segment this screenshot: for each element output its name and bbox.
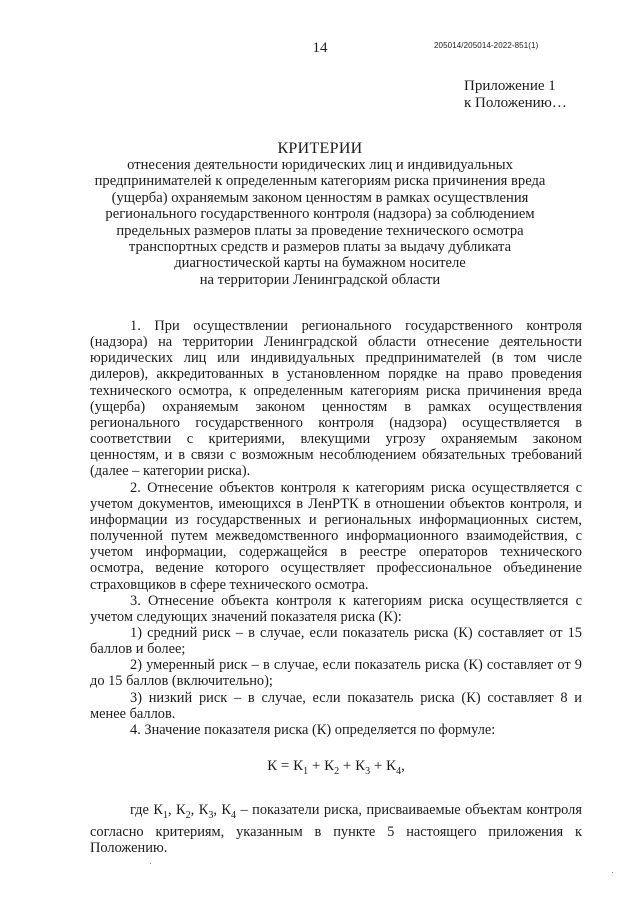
paragraph-3-item-1: 1) средний риск – в случае, если показатель риска (К) составляет от 15 баллов и более; bbox=[90, 624, 582, 658]
subheading-line: отнесения деятельности юридических лиц и индивидуальных bbox=[127, 157, 513, 173]
formula-sub: 2 bbox=[334, 766, 340, 778]
subheading-line: (ущерба) охраняемым законом ценностям в рамках осуществления bbox=[111, 189, 529, 206]
page-number: 14 bbox=[312, 40, 328, 56]
paragraph-1: 1. При осуществлении регионального государственного контроля (надзора) на территории Ленинградской области отнесение деятельности юридических лиц или индивидуальных предпринимателей (в том числе дилеров), аккредитованных в установленном порядке на право проведения технического осмотра, к определенным категориям риска причинения вреда (ущерба) охраняемым законом ценностям в рамках осуществления регионального государственного контроля (надзора) осуществляется в соответствии с критериями, влекущими угрозу охраняемым законом ценностям, и в связи с возможным несоблюдением обязательных требований (далее – категории риска). bbox=[90, 318, 582, 480]
explanation-sub: 1 bbox=[162, 810, 168, 822]
formula-plus: + К bbox=[308, 758, 335, 775]
formula-sub: 1 bbox=[303, 766, 309, 778]
explanation-suffix: – показатели риска, присваиваемые объектам контроля согласно критериям, указанным в пункте 5 настоящего приложения к Положению. bbox=[90, 802, 582, 857]
formula-lhs: К = К bbox=[267, 758, 304, 775]
explanation-sub: 2 bbox=[185, 810, 191, 822]
subheading-line: на территории Ленинградской области bbox=[199, 271, 441, 288]
explanation-sep: , К bbox=[167, 802, 186, 819]
document-body bbox=[90, 318, 582, 857]
formula-plus: + К bbox=[370, 758, 397, 775]
explanation-sub: 4 bbox=[230, 810, 236, 822]
subheading-line: предпринимателей к определенным категориям риска причинения вреда bbox=[94, 173, 546, 190]
scan-speck bbox=[150, 863, 151, 864]
formula-end: , bbox=[401, 758, 405, 775]
document-heading: КРИТЕРИИ bbox=[277, 140, 363, 157]
subheading-line: транспортных средств и размеров платы за выдачу дубликата bbox=[128, 239, 512, 256]
paragraph-3-item-3: 3) низкий риск – в случае, если показатель риска (К) составляет 8 и менее баллов. bbox=[90, 689, 582, 722]
appendix-line-2: к Положению… bbox=[464, 95, 567, 111]
appendix-reference bbox=[464, 78, 567, 112]
formula-plus: + К bbox=[339, 758, 366, 775]
scan-speck bbox=[612, 872, 613, 873]
paragraph-3-item-2: 2) умеренный риск – в случае, если показатель риска (К) составляет от 9 до 15 баллов (включительно); bbox=[90, 657, 582, 690]
paragraph-5-explanation bbox=[90, 802, 582, 856]
subheading-line: регионального государственного контроля (надзора) за соблюдением bbox=[105, 206, 535, 223]
document-code: 205014/205014-2022-851(1) bbox=[434, 41, 539, 50]
appendix-line-1: Приложение 1 bbox=[464, 78, 556, 94]
explanation-sep: , К bbox=[213, 802, 231, 819]
formula-sub: 3 bbox=[365, 766, 371, 778]
paragraph-4: 4. Значение показателя риска (К) определяется по формуле: bbox=[130, 721, 496, 738]
paragraph-2: 2. Отнесение объектов контроля к категориям риска осуществляется с учетом документов, имеющихся в ЛенРТК в отношении объектов контроля, и информации из государственных и региональных информационных систем, полученной путем межведомственного информационного взаимодействия, с учетом информации, содержащейся в реестре операторов технического осмотра, ведение которого осуществляет профессиональное объединение страховщиков в сфере технического осмотра. bbox=[90, 479, 582, 593]
document-subheading bbox=[60, 157, 580, 288]
subheading-line: диагностической карты на бумажном носителе bbox=[174, 255, 466, 272]
subheading-line: предельных размеров платы за проведение технического осмотра bbox=[116, 222, 524, 239]
formula-sub: 4 bbox=[396, 766, 402, 778]
explanation-prefix: где К bbox=[130, 802, 163, 819]
explanation-sub: 3 bbox=[208, 810, 214, 822]
risk-formula bbox=[90, 758, 582, 780]
explanation-sep: , К bbox=[190, 802, 209, 819]
paragraph-3: 3. Отнесение объекта контроля к категориям риска осуществляется с учетом следующих значений показателя риска (К): bbox=[90, 592, 582, 625]
